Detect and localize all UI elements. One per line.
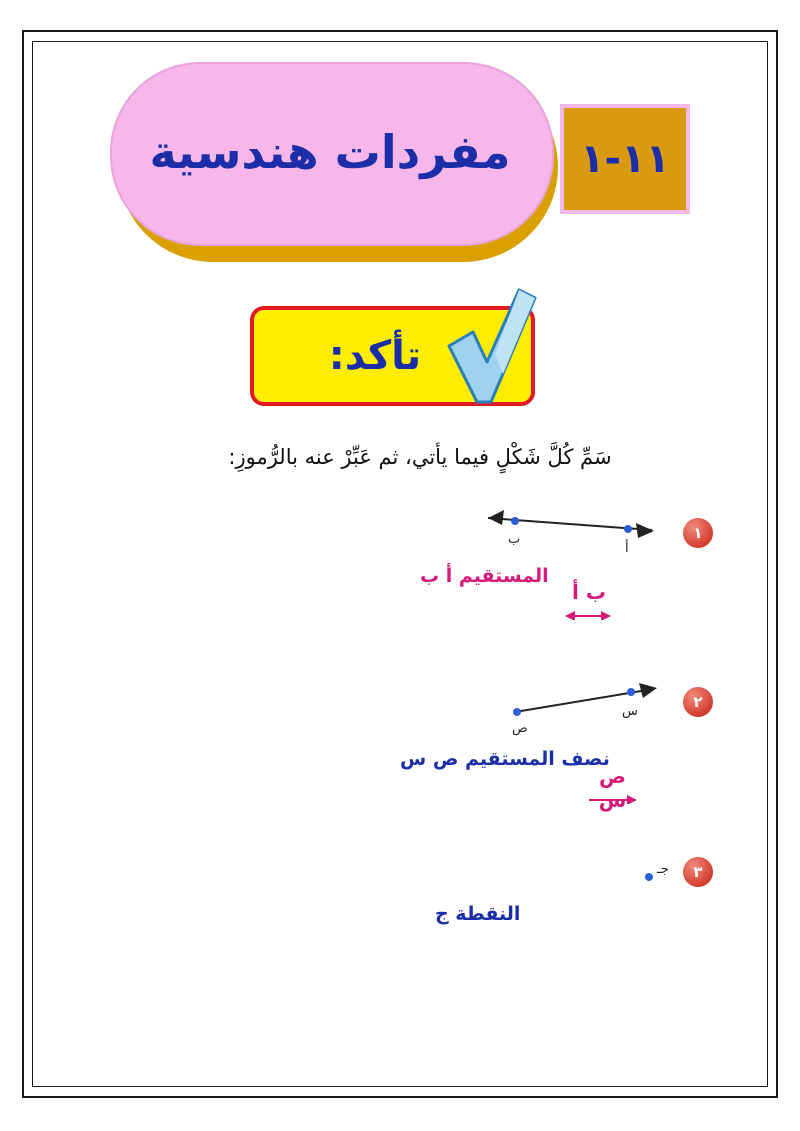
point-label-1a: ب	[508, 532, 521, 547]
answer-symbol-2	[585, 764, 640, 812]
instruction-text: سَمِّ كُلَّ شَكْلٍ فيما يأتي، ثم عَبِّرْ عنه بالرُّموزِ:	[228, 445, 612, 469]
item-bullet-3: ٣	[683, 857, 713, 887]
check-mark-icon	[443, 284, 538, 409]
answer-symbol-text-1: ب أ	[572, 580, 606, 604]
item-bullet-1: ١	[683, 518, 713, 548]
figure-line-1	[470, 505, 670, 555]
confirm-tag	[250, 306, 550, 421]
answer-name-1: المستقيم أ ب	[420, 565, 549, 587]
answer-symbol-1	[563, 580, 613, 625]
point-label-3a: جـ	[657, 862, 669, 877]
point-label-2a: ص	[512, 721, 528, 736]
lesson-number-box	[560, 104, 690, 214]
point-label-1b: أ	[625, 541, 629, 556]
item-bullet-2: ٢	[683, 687, 713, 717]
page-title: مفردات هندسية	[149, 125, 511, 179]
lesson-number: ١١-١	[580, 136, 670, 182]
point-label-2b: س	[622, 704, 638, 719]
answer-name-2: نصف المستقيم ص س	[400, 748, 610, 770]
confirm-label: تأكد:	[328, 333, 422, 379]
answer-name-3: النقطة ج	[435, 903, 521, 925]
lesson-title-banner	[110, 62, 690, 277]
answer-symbol-text-2: ص س	[598, 764, 627, 812]
symbol-line-arrow-1	[561, 604, 613, 620]
